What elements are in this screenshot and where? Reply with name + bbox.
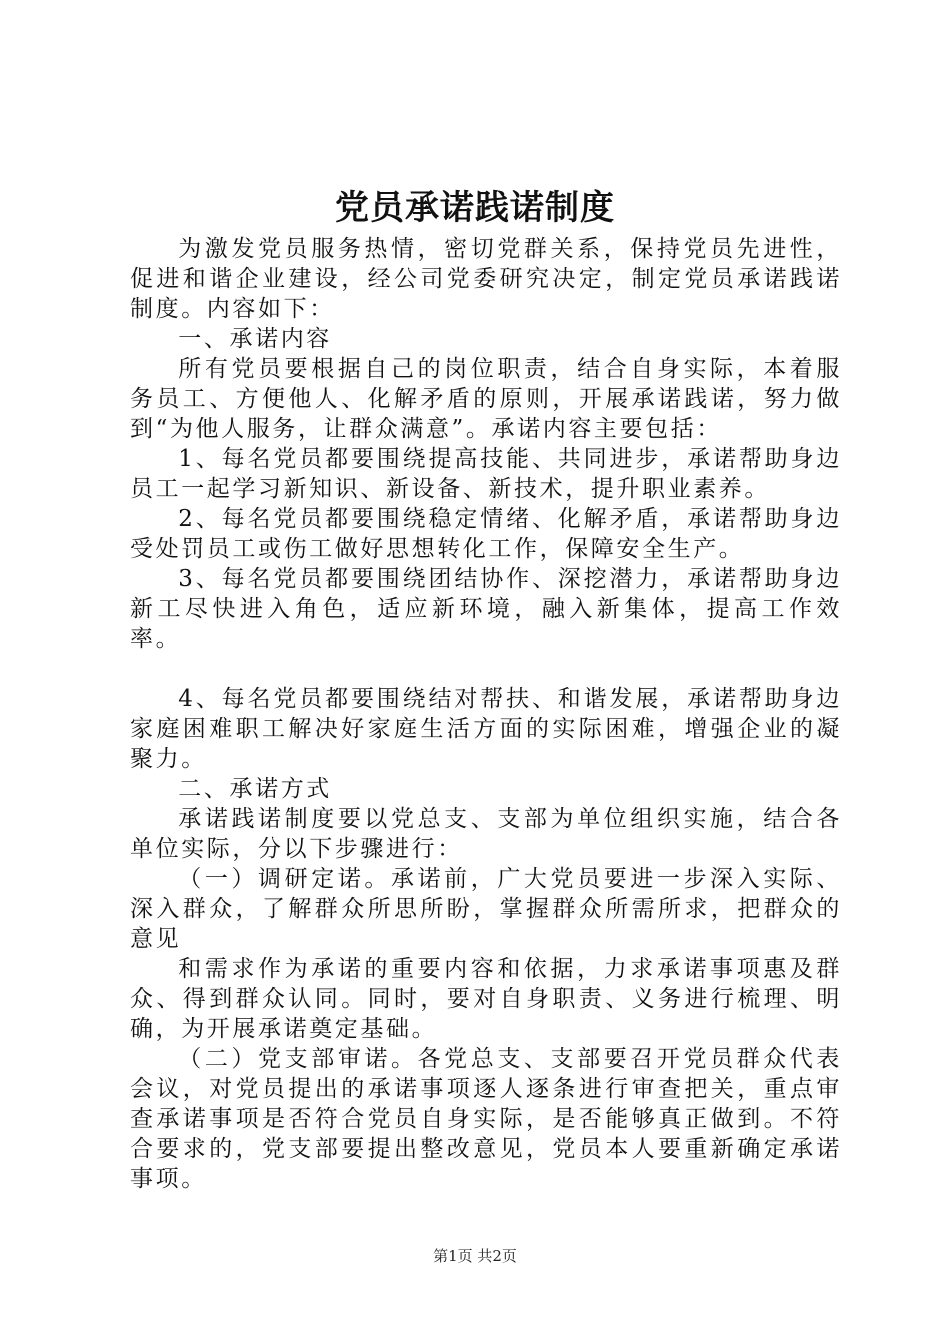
paragraph-commitment-method: 承诺践诺制度要以党总支、支部为单位组织实施，结合各单位实际，分以下步骤进行： xyxy=(130,806,842,862)
paragraph-intro: 为激发党员服务热情，密切党群关系，保持党员先进性，促进和谐企业建设，经公司党委研究决定，制定党员承诺践诺制度。内容如下： xyxy=(130,236,842,322)
section-heading-commitment-content: 一、承诺内容 xyxy=(178,326,332,352)
step-2-review: （二）党支部审诺。各党总支、支部要召开党员群众代表会议，对党员提出的承诺事项逐人逐条进行审查把关，重点审查承诺事项是否符合党员自身实际，是否能够真正做到。不符合要求的，党支部要提出整改意见，党员本人要重新确定承诺事项。 xyxy=(130,1046,842,1192)
step-1-continuation: 和需求作为承诺的重要内容和依据，力求承诺事项惠及群众、得到群众认同。同时，要对自身职责、义务进行梳理、明确，为开展承诺奠定基础。 xyxy=(130,956,842,1042)
list-item-2: 2、每名党员都要围绕稳定情绪、化解矛盾，承诺帮助身边受处罚员工或伤工做好思想转化工作，保障安全生产。 xyxy=(130,506,842,562)
list-item-3: 3、每名党员都要围绕团结协作、深挖潜力，承诺帮助身边新工尽快进入角色，适应新环境，融入新集体，提高工作效率。 xyxy=(130,566,842,652)
section-heading-commitment-method: 二、承诺方式 xyxy=(178,776,332,802)
page-footer: 第1页 共2页 xyxy=(433,1247,517,1265)
document-title: 党员承诺践诺制度 xyxy=(335,188,615,228)
step-1-research: （一）调研定诺。承诺前，广大党员要进一步深入实际、深入群众，了解群众所思所盼，掌握群众所需所求，把群众的意见 xyxy=(130,866,842,952)
list-item-4: 4、每名党员都要围绕结对帮扶、和谐发展，承诺帮助身边家庭困难职工解决好家庭生活方面的实际困难，增强企业的凝聚力。 xyxy=(130,686,842,772)
document-body xyxy=(130,234,842,1194)
paragraph-commitment-content: 所有党员要根据自己的岗位职责，结合自身实际，本着服务员工、方便他人、化解矛盾的原则，开展承诺践诺，努力做到“为他人服务，让群众满意”。承诺内容主要包括： xyxy=(130,356,842,442)
list-item-1: 1、每名党员都要围绕提高技能、共同进步，承诺帮助身边员工一起学习新知识、新设备、新技术，提升职业素养。 xyxy=(130,446,842,502)
